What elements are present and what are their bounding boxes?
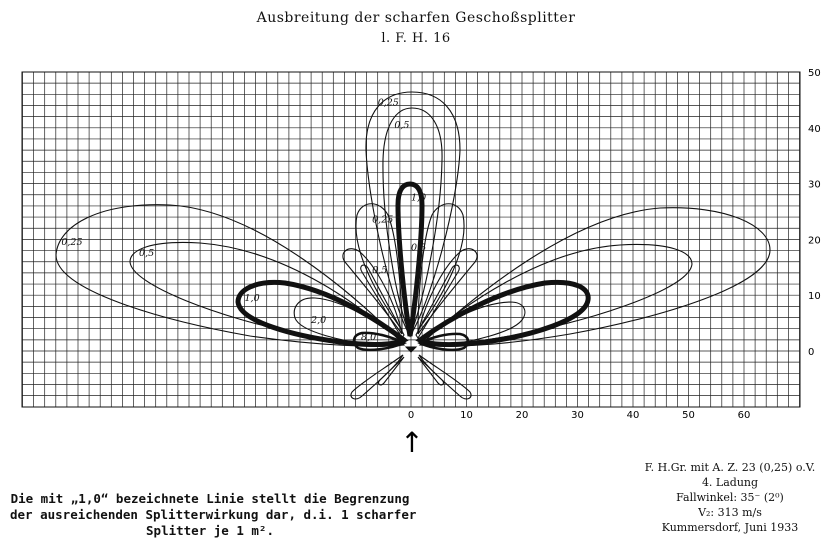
y-tick-label: 20 [808,235,821,247]
contour-label: 0,25 [377,97,399,109]
info-angle: Fallwinkel: 35⁻ (2⁰) [676,491,784,504]
note-line-1: Die mit „1,0“ bezeichnete Linie stellt die Begrenzung [10,491,410,506]
x-tick-label: 50 [682,410,695,421]
note-line-2: der ausreichenden Splitterwirkung dar, d.i. 1 scharfer [10,507,417,522]
y-tick-label: 50 [808,68,821,79]
contour-lower-left [351,355,403,399]
contour-label: 0,5 [139,248,155,260]
contour-label: 0,5 [372,264,388,276]
contour-label: 2,0 [311,315,327,327]
grid [22,72,800,407]
info-charge: 4. Ladung [701,476,759,489]
contour-label: 1,0 [411,192,427,204]
x-tick-label: 40 [626,410,640,421]
explanation-note [10,491,417,539]
diagram-title: Ausbreitung der scharfen Geschoßsplitter [256,10,576,26]
info-velocity: V₂: 313 m/s [698,506,762,519]
x-tick-label: 60 [737,410,751,421]
contour-left-0-25 [56,205,404,347]
contour-label: 1,0 [244,292,260,304]
test-info [630,460,830,535]
x-tick-label: 20 [515,410,529,421]
contour-lower-right [419,355,471,399]
contour-label: 0,25 [372,214,394,226]
diagram-subtitle: l. F. H. 16 [381,31,451,46]
y-tick-label: 40 [808,123,821,135]
y-tick-label: 30 [808,179,821,191]
x-tick-label: 0 [407,410,415,421]
y-tick-label: 10 [808,291,821,303]
y-tick-label: 0 [808,347,815,358]
note-line-3: Splitter je 1 m². [146,523,274,538]
axis-ticks [408,68,821,421]
contour-label: 0,5 [394,119,410,131]
x-tick-label: 10 [460,410,473,421]
contour-label: 0,25 [61,236,83,248]
contour-label: 0,5 [411,242,427,254]
info-shell: F. H.Gr. mit A. Z. 23 (0,25) o.V. [644,461,816,474]
x-tick-label: 30 [571,410,584,421]
arrow-icon: ↑ [400,426,424,459]
contour-label: 8,0 [361,331,377,343]
info-place-date: Kummersdorf, Juni 1933 [661,521,799,534]
